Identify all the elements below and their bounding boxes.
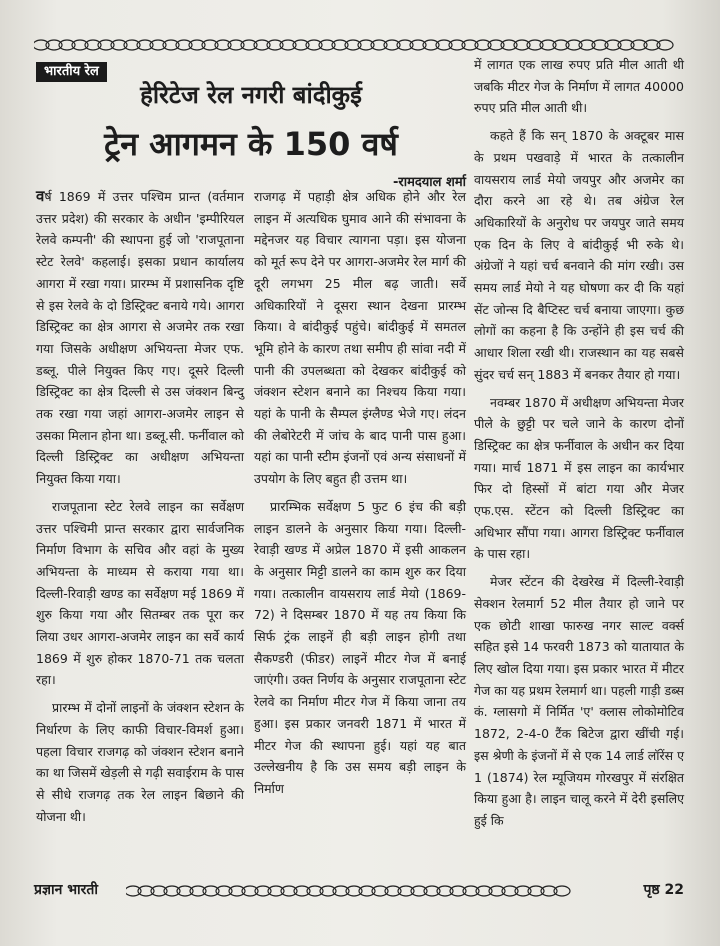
headline-line-2: ट्रेन आगमन के 150 वर्ष <box>104 125 398 163</box>
paragraph: प्रारम्भिक सर्वेक्षण 5 फुट 6 इंच की बड़ी लाइन डालने के अनुसार किया गया। दिल्ली-रेवाड़ी खण्ड में अप्रेल 1870 में इसी आकलन के अनुसार मिट्टी डालने का काम शुरु कर दिया गया। तत्कालीन वायसराय लार्ड मेयो (1869-72) ने दिसम्बर 1870 में यह तय किया कि सिर्फ ट्रंक लाइनें ही बड़ी लाइन होगी तथा सैकण्डरी (फीडर) लाइनें मीटर गेज में बनाई जाएंगी। उक्त निर्णय के अनुसार राजपूताना स्टेट रेलवे का निर्माण मीटर गेज में किया जाना तय हुआ। इस प्रकार जनवरी 1871 में भारत में मीटर गेज की स्थापना हुई। यहां यह बात उल्लेखनीय है कि उस समय बड़ी लाइन के निर्माण <box>254 498 466 796</box>
top-chain-border <box>34 38 674 52</box>
article-column-3 <box>474 54 684 838</box>
headline-line-1: हेरिटेज रेल नगरी बांदीकुई <box>140 81 362 109</box>
paragraph: में लागत एक लाख रुपए प्रति मील आती थी जबकि मीटर गेज के निर्माण में लागत 40000 रुपए प्रति मील आती थी। <box>474 57 684 116</box>
paragraph: कहते हैं कि सन् 1870 के अक्टूबर मास के प्रथम पखवाड़े में भारत के तत्कालीन वायसराय लार्ड मेयो जयपुर और अजमेर का दौरा करने आ रहे थे। तब अंग्रेज रेल अधिकारियों के अनुरोध पर जयपुर जाते समय एक दिन के लिए वे बांदीकुई भी रुके थे। अंग्रेजों ने यहां चर्च बनवाने की मांग रखी। उस समय लार्ड मेयो ने यह घोषणा कर दी कि यहां सेंट जोन्स दि बैप्टिस्ट चर्च बनाया जाएगा। कुछ लोगों का कहना है कि उन्होंने ही इस चर्च की आधार शिला रखी थी। राजस्थान का यह सबसे सुंदर चर्च सन् 1883 में बनकर तैयार हो गया। <box>474 128 684 382</box>
page-footer <box>34 880 684 900</box>
dropcap: व <box>36 187 45 205</box>
section-tag: भारतीय रेल <box>36 62 107 82</box>
paragraph <box>36 186 244 490</box>
paragraph: मेजर स्टेंटन की देखरेख में दिल्ली-रेवाड़ी सेक्शन रेलमार्ग 52 मील तैयार हो जाने पर एक छोटी शाखा फारुख नगर साल्ट वर्क्स सहित इसे 14 फरवरी 1873 को यातायात के लिए खोल दिया गया। इस प्रकार भारत में मीटर गेज का यह प्रथम रेलमार्ग था। पहली गाड़ी डब्स कं. ग्लासगो में निर्मित 'ए' क्लास लोकोमोटिव 1872, 2-4-0 टैंक बिटेज द्वारा खींची गई। इस श्रेणी के इंजनों में से एक 14 लार्ड लॉरेंस ए 1 (1874) रेल म्यूजियम गोरखपुर में संरक्षित किया हुआ है। लाइन चालू करने में देरी इसलिए हुई कि <box>474 574 684 828</box>
chain-link <box>126 886 141 896</box>
paragraph: राजपूताना स्टेट रेलवे लाइन का सर्वेक्षण उत्तर पश्चिमी प्रान्त सरकार द्वारा सार्वजनिक निर्माण विभाग के सचिव और वहां के मुख्य अभियन्ता के माध्यम से कराया गया था। दिल्ली-रिवाड़ी खण्ड का सर्वेक्षण मई 1869 में शुरु किया गया और सितम्बर तक पूरा कर लिया उधर आगरा-अजमेर लाइन का सर्वे कार्य 1869 में शुरु होकर 1870-71 तक चलता रहा। <box>36 498 244 688</box>
paragraph: राजगढ़ में पहाड़ी क्षेत्र अधिक होने और रेल लाइन में अत्यधिक घुमाव आने की संभावना के मद्देनजर यह विचार त्यागना पड़ा। इस योजना को मूर्त रूप देने पर आगरा-अजमेर रेल मार्ग की दूरी लगभग 25 मील बढ़ जाती। सर्वे अधिकारियों ने दूसरा स्थान देखना प्रारम्भ किया। वे बांदीकुई पहुंचे। बांदीकुई में समतल भूमि होने के कारण तथा समीप ही सांवा नदी में पानी की उपलब्धता को देखकर बांदीकुई को जंक्शन स्टेशन बनाने का निश्चय किया गया। यहां के पानी के सैम्पल इंग्लैण्ड भेजे गए। लंदन की लेबोरेटरी में जांच के बाद पानी पास हुआ। यहां का पानी स्टीम इंजनों एवं अन्य संसाधनों में उपयोग के लिए बहुत ही उत्तम था। <box>254 189 466 487</box>
footer-chain-border <box>126 883 574 897</box>
article-column-1 <box>36 186 244 833</box>
page-number: पृष्ठ 22 <box>643 882 684 898</box>
magazine-name: प्रज्ञान भारती <box>34 882 99 898</box>
paragraph: नवम्बर 1870 में अधीक्षण अभियन्ता मेजर पीले के छुट्टी पर चले जाने के कारण दोनों डिस्ट्रिक्ट का क्षेत्र फर्नीवाल के अधीन कर दिया गया। मार्च 1871 में इस लाइन का कार्यभार फिर दो हिस्सों में बांटा गया और मेजर एफ.एस. स्टेंटन को दिल्ली डिस्ट्रिक्ट का अधिभार सौंपा गया। आगरा डिस्ट्रिक्ट फर्नीवाल के पास रहा। <box>474 394 684 562</box>
paragraph-text: र्ष 1869 में उत्तर पश्चिम प्रान्त (वर्तमान उत्तर प्रदेश) की सरकार के अधीन 'इम्पीरियल रेलवे कम्पनी' की स्थापना हुई जो 'राजपूताना स्टेट रेलवे' कहलाई। इसका प्रधान कार्यालय आगरा में रखा गया। प्रारम्भ में प्रशासनिक दृष्टि से इस रेलवे के दो डिस्ट्रिक्ट बनाये गये। आगरा डिस्ट्रिक्ट का क्षेत्र आगरा से अजमेर तक रखा गया जिसके अधीक्षण अभियन्ता मेजर एफ. डब्लू. पीले नियुक्त किए गए। दूसरे दिल्ली डिस्ट्रिक्ट का क्षेत्र दिल्ली से उस जंक्शन बिन्दु तक रखा गया जहां आगरा-अजमेर लाइन से उसका मिलान होना था। डब्लू.सी. फर्नीवाल को दिल्ली डिस्ट्रिक्ट का अधीक्षण अभियन्ता नियुक्त किया गया। <box>36 189 244 487</box>
author-byline: -रामदयाल शर्मा <box>393 175 466 190</box>
chain-link <box>34 40 49 50</box>
article-column-2 <box>254 186 466 806</box>
paragraph: प्रारम्भ में दोनों लाइनों के जंक्शन स्टेशन के निर्धारण के लिए काफी विचार-विमर्श हुआ। पहला विचार राजगढ़ को जंक्शन स्टेशन बनाने का था जिसमें खेड़ली से गढ़ी सवाईराम के पास से सीधे राजगढ़ तक रेल लाइन बिछाने की योजना थी। <box>36 700 244 824</box>
